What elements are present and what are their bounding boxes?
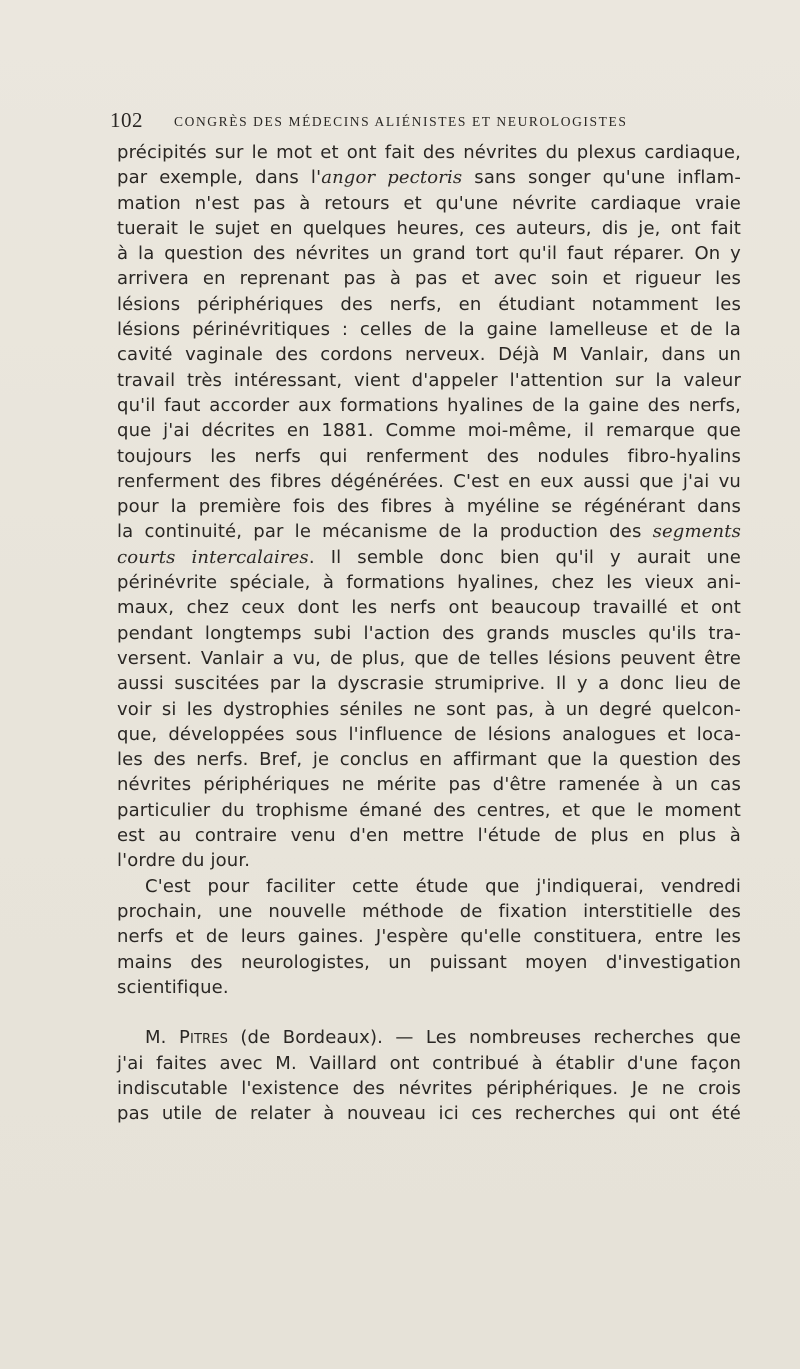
- text-line: pas utile de relater à nouveau ici ces recherches qui ont été: [117, 1103, 741, 1125]
- text-line: particulier du trophisme émané des centres, et que le moment: [117, 799, 741, 821]
- text-line: voir si les dystrophies séniles ne sont pas, à un degré quelcon-: [117, 698, 741, 720]
- text-line: travail très intéressant, vient d'appeler l'attention sur la valeur: [117, 369, 741, 391]
- text-line: l'ordre du jour.: [117, 850, 251, 872]
- text-line: que j'ai décrites en 1881. Comme moi-même, il remarque que: [117, 420, 741, 442]
- text-line: maux, chez ceux dont les nerfs ont beaucoup travaillé et ont: [117, 597, 741, 619]
- text-line: toujours les nerfs qui renferment des nodules fibro-hyalins: [117, 445, 741, 467]
- speaker-name: Pitres: [178, 1027, 228, 1049]
- text-line: indiscutable l'existence des névrites périphériques. Je ne crois: [117, 1077, 741, 1099]
- running-head: CONGRÈS DES MÉDECINS ALIÉNISTES ET NEUROLOGISTES: [174, 114, 628, 129]
- italic-term: courts intercalaires: [117, 546, 309, 568]
- text-line: C'est pour faciliter cette étude que j'indiquerai, vendredi: [145, 875, 741, 897]
- text-line: M. Pitres (de Bordeaux). — Les nombreuses recherches que: [145, 1027, 741, 1049]
- text-line: les des nerfs. Bref, je conclus en affirmant que la question des: [117, 749, 741, 771]
- text-line: j'ai faites avec M. Vaillard ont contribué à établir d'une façon: [117, 1052, 741, 1074]
- text-line: névrites périphériques ne mérite pas d'être ramenée à un cas: [117, 774, 741, 796]
- page-number: 102: [110, 108, 143, 132]
- text-line: précipités sur le mot et ont fait des névrites du plexus cardiaque,: [117, 142, 741, 163]
- text-line: pendant longtemps subi l'action des grands muscles qu'ils tra-: [117, 622, 741, 644]
- text-line: scientifique.: [117, 976, 229, 998]
- page-header: [110, 108, 670, 138]
- text-line: la continuité, par le mécanisme de la production des segments: [117, 521, 741, 543]
- text-line: est au contraire venu d'en mettre l'étude de plus en plus à: [117, 825, 741, 847]
- text-line: mains des neurologistes, un puissant moyen d'investigation: [117, 951, 741, 973]
- text-line: mation n'est pas à retours et qu'une névrite cardiaque vraie: [117, 192, 741, 214]
- text-line: pour la première fois des fibres à myéline se régénérant dans: [117, 496, 741, 518]
- paragraph-gap: [117, 1000, 741, 1025]
- text-line: que, développées sous l'influence de lésions analogues et loca-: [117, 723, 741, 745]
- text-line: lésions périphériques des nerfs, en étudiant notamment les: [117, 293, 741, 315]
- text-line: par exemple, dans l'angor pectoris sans songer qu'une inflam-: [117, 167, 742, 189]
- text-line: versent. Vanlair a vu, de plus, que de telles lésions peuvent être: [117, 647, 741, 669]
- italic-term: angor pectoris: [321, 167, 463, 189]
- text-line: arrivera en reprenant pas à pas et avec soin et rigueur les: [117, 268, 741, 290]
- body-text: [117, 140, 741, 1127]
- text-line: nerfs et de leurs gaines. J'espère qu'elle constituera, entre les: [117, 926, 741, 948]
- text-line: qu'il faut accorder aux formations hyalines de la gaine des nerfs,: [117, 394, 741, 416]
- text-line: cavité vaginale des cordons nerveux. Déjà M Vanlair, dans un: [117, 344, 741, 366]
- text-line: courts intercalaires. Il semble donc bien qu'il y aurait une: [117, 546, 741, 568]
- text-line: renferment des fibres dégénérées. C'est en eux aussi que j'ai vu: [117, 470, 741, 492]
- text-line: lésions périnévritiques : celles de la gaine lamelleuse et de la: [117, 319, 741, 341]
- text-line: prochain, une nouvelle méthode de fixation interstitielle des: [117, 900, 741, 922]
- italic-term: segments: [652, 521, 741, 543]
- text-line: tuerait le sujet en quelques heures, ces auteurs, dis je, ont fait: [117, 217, 741, 239]
- text-line: à la question des névrites un grand tort qu'il faut réparer. On y: [117, 243, 741, 265]
- text-line: aussi suscitées par la dyscrasie strumiprive. Il y a donc lieu de: [117, 673, 741, 695]
- text-line: périnévrite spéciale, à formations hyalines, chez les vieux ani-: [117, 572, 741, 594]
